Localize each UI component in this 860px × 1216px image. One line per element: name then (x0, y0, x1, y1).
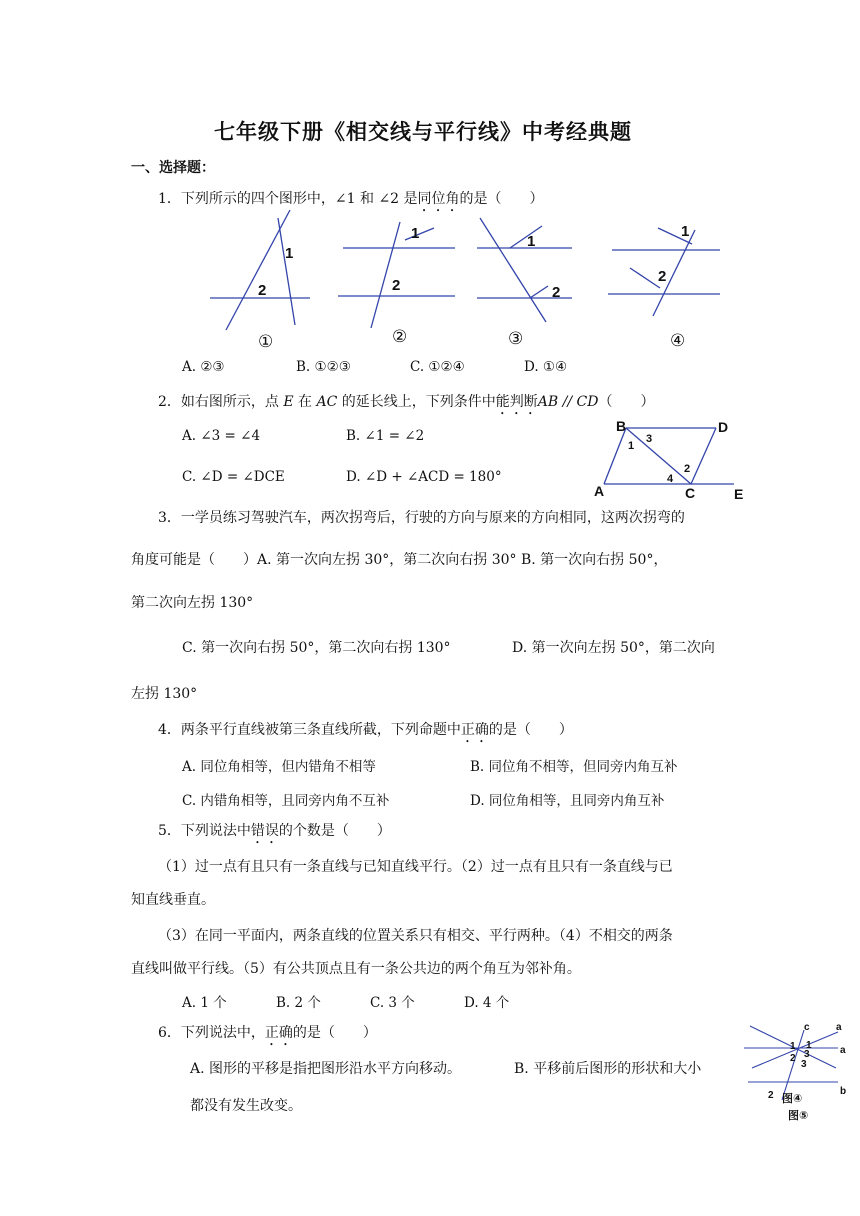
angle-3-label: 3 (646, 433, 653, 445)
question-5-line-2: 知直线垂直。 (131, 892, 215, 908)
fig2-angle-2: 2 (392, 277, 401, 294)
fig4-angle-1: 1 (681, 223, 690, 240)
line-bc (626, 428, 691, 484)
fig1-angle-1: 1 (285, 245, 294, 262)
q1-option-a: A. ②③ (182, 359, 225, 375)
question-2-figure (588, 414, 758, 504)
fig4-ray-2 (630, 268, 660, 288)
point-e-label: E (734, 486, 744, 502)
fig5-label-a: a (840, 1045, 846, 1056)
question-3-line-2: 角度可能是（ ）A. 第一次向左拐 30°，第二次向右拐 30° B. 第一次向右拐 50°， (131, 552, 668, 568)
fig3-ray (510, 226, 542, 248)
question-5-text: 5．下列说法中错误的个数是（ ） (158, 823, 391, 839)
q6-option-b: B. 平移前后图形的形状和大小 (514, 1061, 702, 1077)
fig5-label-a-top: a (836, 1022, 842, 1033)
question-1-figures (200, 210, 740, 360)
fig5-caption: 图⑤ (788, 1110, 809, 1122)
q1-option-d: D. ①④ (524, 359, 568, 375)
fig2-angle-1: 1 (411, 225, 420, 242)
question-2-text: 2．如右图所示，点 E 在 AC 的延长线上，下列条件中能判断AB // CD（ ） (158, 394, 655, 410)
point-a-label: A (594, 483, 605, 499)
fig1-angle-2: 2 (258, 282, 267, 299)
question-5-line-4: 直线叫做平行线。（5）有公共顶点且有一条公共边的两个角互为邻补角。 (131, 961, 581, 977)
question-5-line-1: （1）过一点有且只有一条直线与已知直线平行。（2）过一点有且只有一条直线与已 (158, 859, 673, 875)
q4-option-a: A. 同位角相等，但内错角不相等 (182, 759, 376, 775)
fig5-angle-2b: 2 (768, 1090, 774, 1101)
question-5-line-3: （3）在同一平面内，两条直线的位置关系只有相交、平行两种。（4）不相交的两条 (158, 928, 673, 944)
q2-option-c: C. ∠D = ∠DCE (182, 469, 285, 485)
q1-option-b: B. ①②③ (296, 359, 351, 375)
line-ab (604, 428, 626, 484)
point-d-label: D (718, 419, 729, 435)
question-3-option-d: D. 第一次向左拐 50°，第二次向 (512, 640, 715, 656)
fig3-transversal (480, 218, 546, 322)
point-b-label: B (616, 418, 627, 434)
q5-option-a: A. 1 个 (182, 995, 227, 1011)
section-heading: 一、选择题： (131, 160, 215, 176)
point-c-label: C (685, 485, 696, 501)
fig2-transversal (371, 222, 400, 328)
fig1-line-right (278, 218, 295, 325)
q1-option-c: C. ①②④ (410, 359, 465, 375)
q4-option-c: C. 内错角相等，且同旁内角不互补 (182, 793, 390, 809)
question-4-text: 4．两条平行直线被第三条直线所截，下列命题中正确的是（ ） (158, 722, 573, 738)
fig-mark-3: ③ (508, 329, 524, 348)
q5-option-d: D. 4 个 (464, 995, 510, 1011)
fig4-caption: 图④ (782, 1093, 803, 1105)
question-3-line-1: 3．一学员练习驾驶汽车，两次拐弯后，行驶的方向与原来的方向相同，这两次拐弯的 (158, 510, 685, 526)
angle-4-label: 4 (667, 473, 674, 485)
q4-option-b: B. 同位角不相等，但同旁内角互补 (470, 759, 678, 775)
q2-option-d: D. ∠D + ∠ACD = 180° (346, 469, 502, 485)
fig5-label-c: c (804, 1022, 810, 1033)
question-6-text: 6．下列说法中，正确的是（ ） (158, 1025, 377, 1041)
fig5-angle-3: 3 (804, 1049, 810, 1060)
fig5-angle-1b: 1 (806, 1040, 812, 1051)
q2-option-a: A. ∠3 = ∠4 (182, 428, 261, 444)
q6-option-a: A. 图形的平移是指把图形沿水平方向移动。 (190, 1061, 462, 1077)
fig2-ray (405, 228, 434, 240)
fig3-angle-2: 2 (552, 284, 561, 301)
q5-option-c: C. 3 个 (370, 995, 415, 1011)
angle-2-label: 2 (684, 463, 691, 475)
question-3-line-3: 第二次向左拐 130° (131, 595, 254, 611)
q2-option-b: B. ∠1 = ∠2 (346, 428, 425, 444)
fig1-line-left (226, 210, 290, 330)
fig3-ray-2 (530, 286, 548, 298)
angle-1-label: 1 (628, 440, 635, 452)
q6-option-b-continued: 都没有发生改变。 (190, 1098, 302, 1114)
page-title: 七年级下册《相交线与平行线》中考经典题 (214, 119, 632, 144)
question-1-text: 1．下列所示的四个图形中，∠1 和 ∠2 是同位角的是（ ） (158, 191, 544, 207)
question-3-option-c: C. 第一次向右拐 50°，第二次向右拐 130° (182, 640, 451, 656)
line-cd (691, 428, 716, 484)
question-6-figure (738, 1020, 850, 1128)
q4-option-d: D. 同位角相等，且同旁内角互补 (470, 793, 665, 809)
fig5-angle-1: 1 (790, 1041, 796, 1052)
fig5-angle-2: 2 (790, 1053, 796, 1064)
fig5-angle-3b: 3 (801, 1059, 807, 1070)
question-3-line-5: 左拐 130° (131, 686, 198, 702)
q5-option-b: B. 2 个 (276, 995, 321, 1011)
fig3-angle-1: 1 (527, 233, 536, 250)
fig-mark-2: ② (392, 327, 408, 346)
fig-mark-4: ④ (670, 331, 686, 350)
fig-mark-1: ① (258, 332, 274, 351)
fig4-angle-2: 2 (658, 268, 667, 285)
fig5-label-b: b (840, 1086, 847, 1097)
